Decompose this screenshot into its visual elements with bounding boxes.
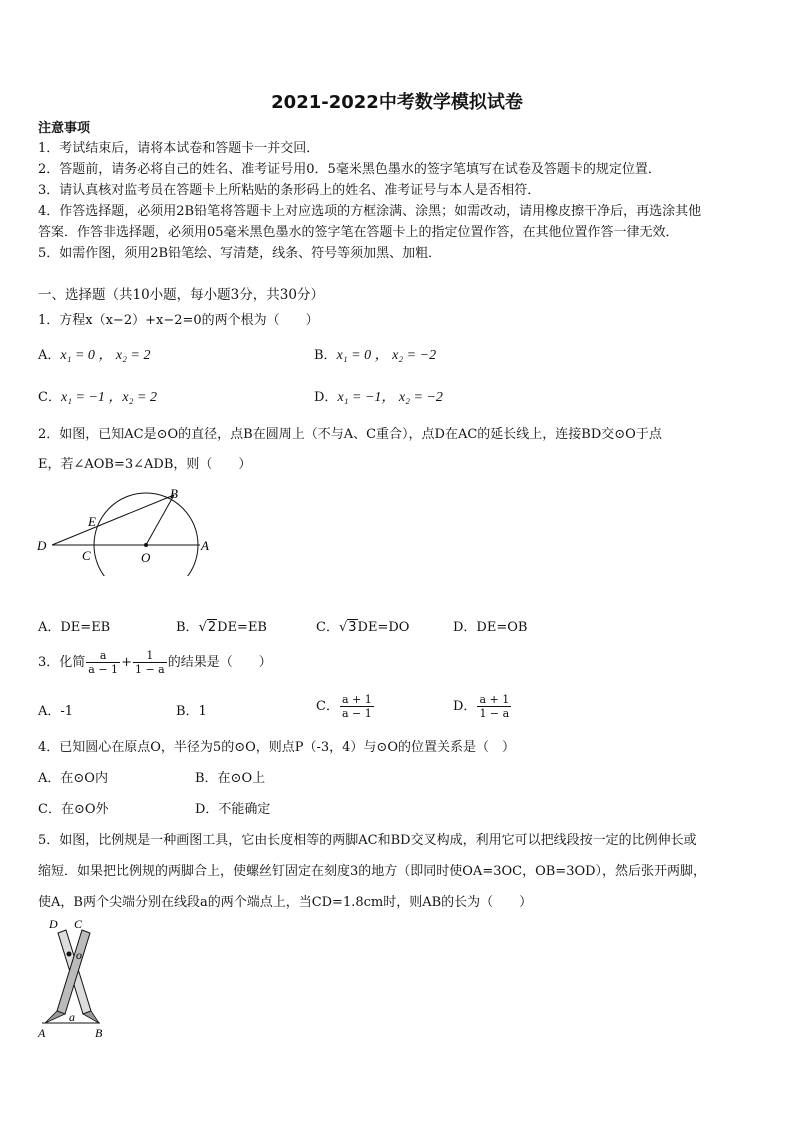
question-5-stem-cont: 使A，B两个尖端分别在线段a的两个端点上，当CD=1.8cm时，则AB的长为（ ） [38,895,533,910]
plus-sign: + [121,655,132,670]
option-math: x₁ = −1 ，x₂ = 2 [60,390,157,405]
point-a-label: A [201,538,209,553]
radicand: 3 [348,620,357,635]
question-5-stem-cont: 缩短．如果把比例规的两脚合上，使螺丝钉固定在刻度3的地方（即同时使OA=3OC，OB=3OD），然后张开两脚， [38,864,707,879]
option-label: C． [316,620,339,635]
question-1-stem: 1．方程x（x−2）+x−2=0的两个根为（ ） [38,313,319,328]
option-math: x₁ = 0 ， x₂ = −2 [336,348,437,363]
notice-item: 5．如需作图，须用2B铅笔绘、写清楚，线条、符号等须加黑、加粗． [38,246,442,261]
question-4-stem: 4．已知圆心在原点O，半径为5的⊙O，则点P（-3，4）与⊙O的位置关系是（ ） [38,740,515,755]
sqrt-symbol: √2 [198,620,217,635]
option-text: DE=DO [357,620,410,635]
q4-option-a: A．在⊙O内 [38,771,108,786]
option-label: A． [38,348,61,363]
option-label: B． [176,620,199,635]
circle-figure [34,482,214,576]
notice-item: 2．答题前，请务必将自己的姓名、准考证号用0．5毫米黑色墨水的签字笔填写在试卷及答题卡的规定位置． [38,162,661,177]
option-fraction [477,693,511,720]
section-heading: 一、选择题（共10小题，每小题3分，共30分） [38,287,324,303]
point-o-label: O [141,550,151,565]
q4-option-c: C．在⊙O外 [38,802,109,817]
q2-option-b [176,618,267,638]
fraction-numerator: a + 1 [341,693,372,706]
q3-option-c [316,693,375,720]
option-fraction [340,693,374,720]
q4-option-d: D．不能确定 [195,802,271,817]
option-label: D． [314,390,338,405]
notice-item: 4．作答选择题，必须用2B铅笔将答题卡上对应选项的方框涂满、涂黑；如需改动，请用橡皮擦干净后，再选涂其他 [38,204,702,219]
q1-option-c [38,388,157,408]
proportional-compass-figure [36,917,108,1041]
fraction-denominator: a − 1 [88,663,119,676]
point-d-label: D [37,538,47,553]
option-math: x₁ = −1， x₂ = −2 [337,390,443,405]
fraction-1 [86,649,120,676]
q2-option-d: D．DE=OB [453,620,528,635]
notice-item: 3．请认真核对监考员在答题卡上所粘贴的条形码上的姓名、准考证号与本人是否相符． [38,183,541,198]
q4-option-b: B．在⊙O上 [195,771,266,786]
q1-option-d [314,388,443,408]
q2-option-c [316,618,409,638]
segment-a-label: a [69,1010,75,1024]
point-b-label: B [95,1026,103,1040]
notice-heading: 注意事项 [38,121,91,136]
fraction-2 [133,649,167,676]
option-text: DE=EB [217,620,267,635]
question-3-stem [38,649,272,676]
option-label: C． [38,390,61,405]
fraction-numerator: a [86,649,120,663]
q1-option-a [38,346,150,366]
fraction-denominator: a − 1 [341,707,372,720]
stem-suffix: 的结果是（ ） [167,655,272,670]
fraction-denominator: 1 − a [134,663,165,676]
option-label: D． [453,699,477,714]
q2-option-a: A．DE=EB [38,620,111,635]
q3-option-b: B．1 [176,704,207,719]
question-2-stem: 2．如图，已知AC是⊙O的直径，点B在圆周上（不与A、C重合），点D在AC的延长线上，连接BD交⊙O于点 [38,427,662,442]
question-2-stem-cont: E，若∠AOB=3∠ADB，则（ ） [38,457,252,472]
point-e-label: E [88,514,96,529]
q3-option-a: A．-1 [38,704,74,719]
notice-item: 答案．作答非选择题，必须用05毫米黑色墨水的签字笔在答题卡上的指定位置作答，在其他位置作答一律无效． [38,225,679,240]
option-label: C． [316,699,339,714]
option-math: x₁ = 0 ， x₂ = 2 [60,348,151,363]
q1-option-b [314,346,436,366]
page-title: 2021-2022中考数学模拟试卷 [271,92,523,113]
stem-prefix: 3．化简 [38,655,86,670]
notice-item: 1．考试结束后，请将本试卷和答题卡一并交回． [38,141,320,156]
point-d-label: D [49,917,58,931]
sqrt-symbol: √3 [338,620,357,635]
point-a-label: A [38,1026,46,1040]
question-5-stem: 5．如图，比例规是一种画图工具，它由长度相等的两脚AC和BD交叉构成，利用它可以把线段按一定的比例伸长或 [38,833,697,848]
point-b-label: B [170,486,178,501]
fraction-numerator: 1 [133,649,167,663]
point-c-label: C [74,917,83,931]
point-c-label: C [82,548,91,563]
radicand: 2 [207,620,217,635]
fraction-denominator: 1 − a [479,707,510,720]
fraction-numerator: a + 1 [479,693,510,706]
option-label: B． [314,348,337,363]
q3-option-d [453,693,512,720]
point-o-label: o [76,948,82,962]
